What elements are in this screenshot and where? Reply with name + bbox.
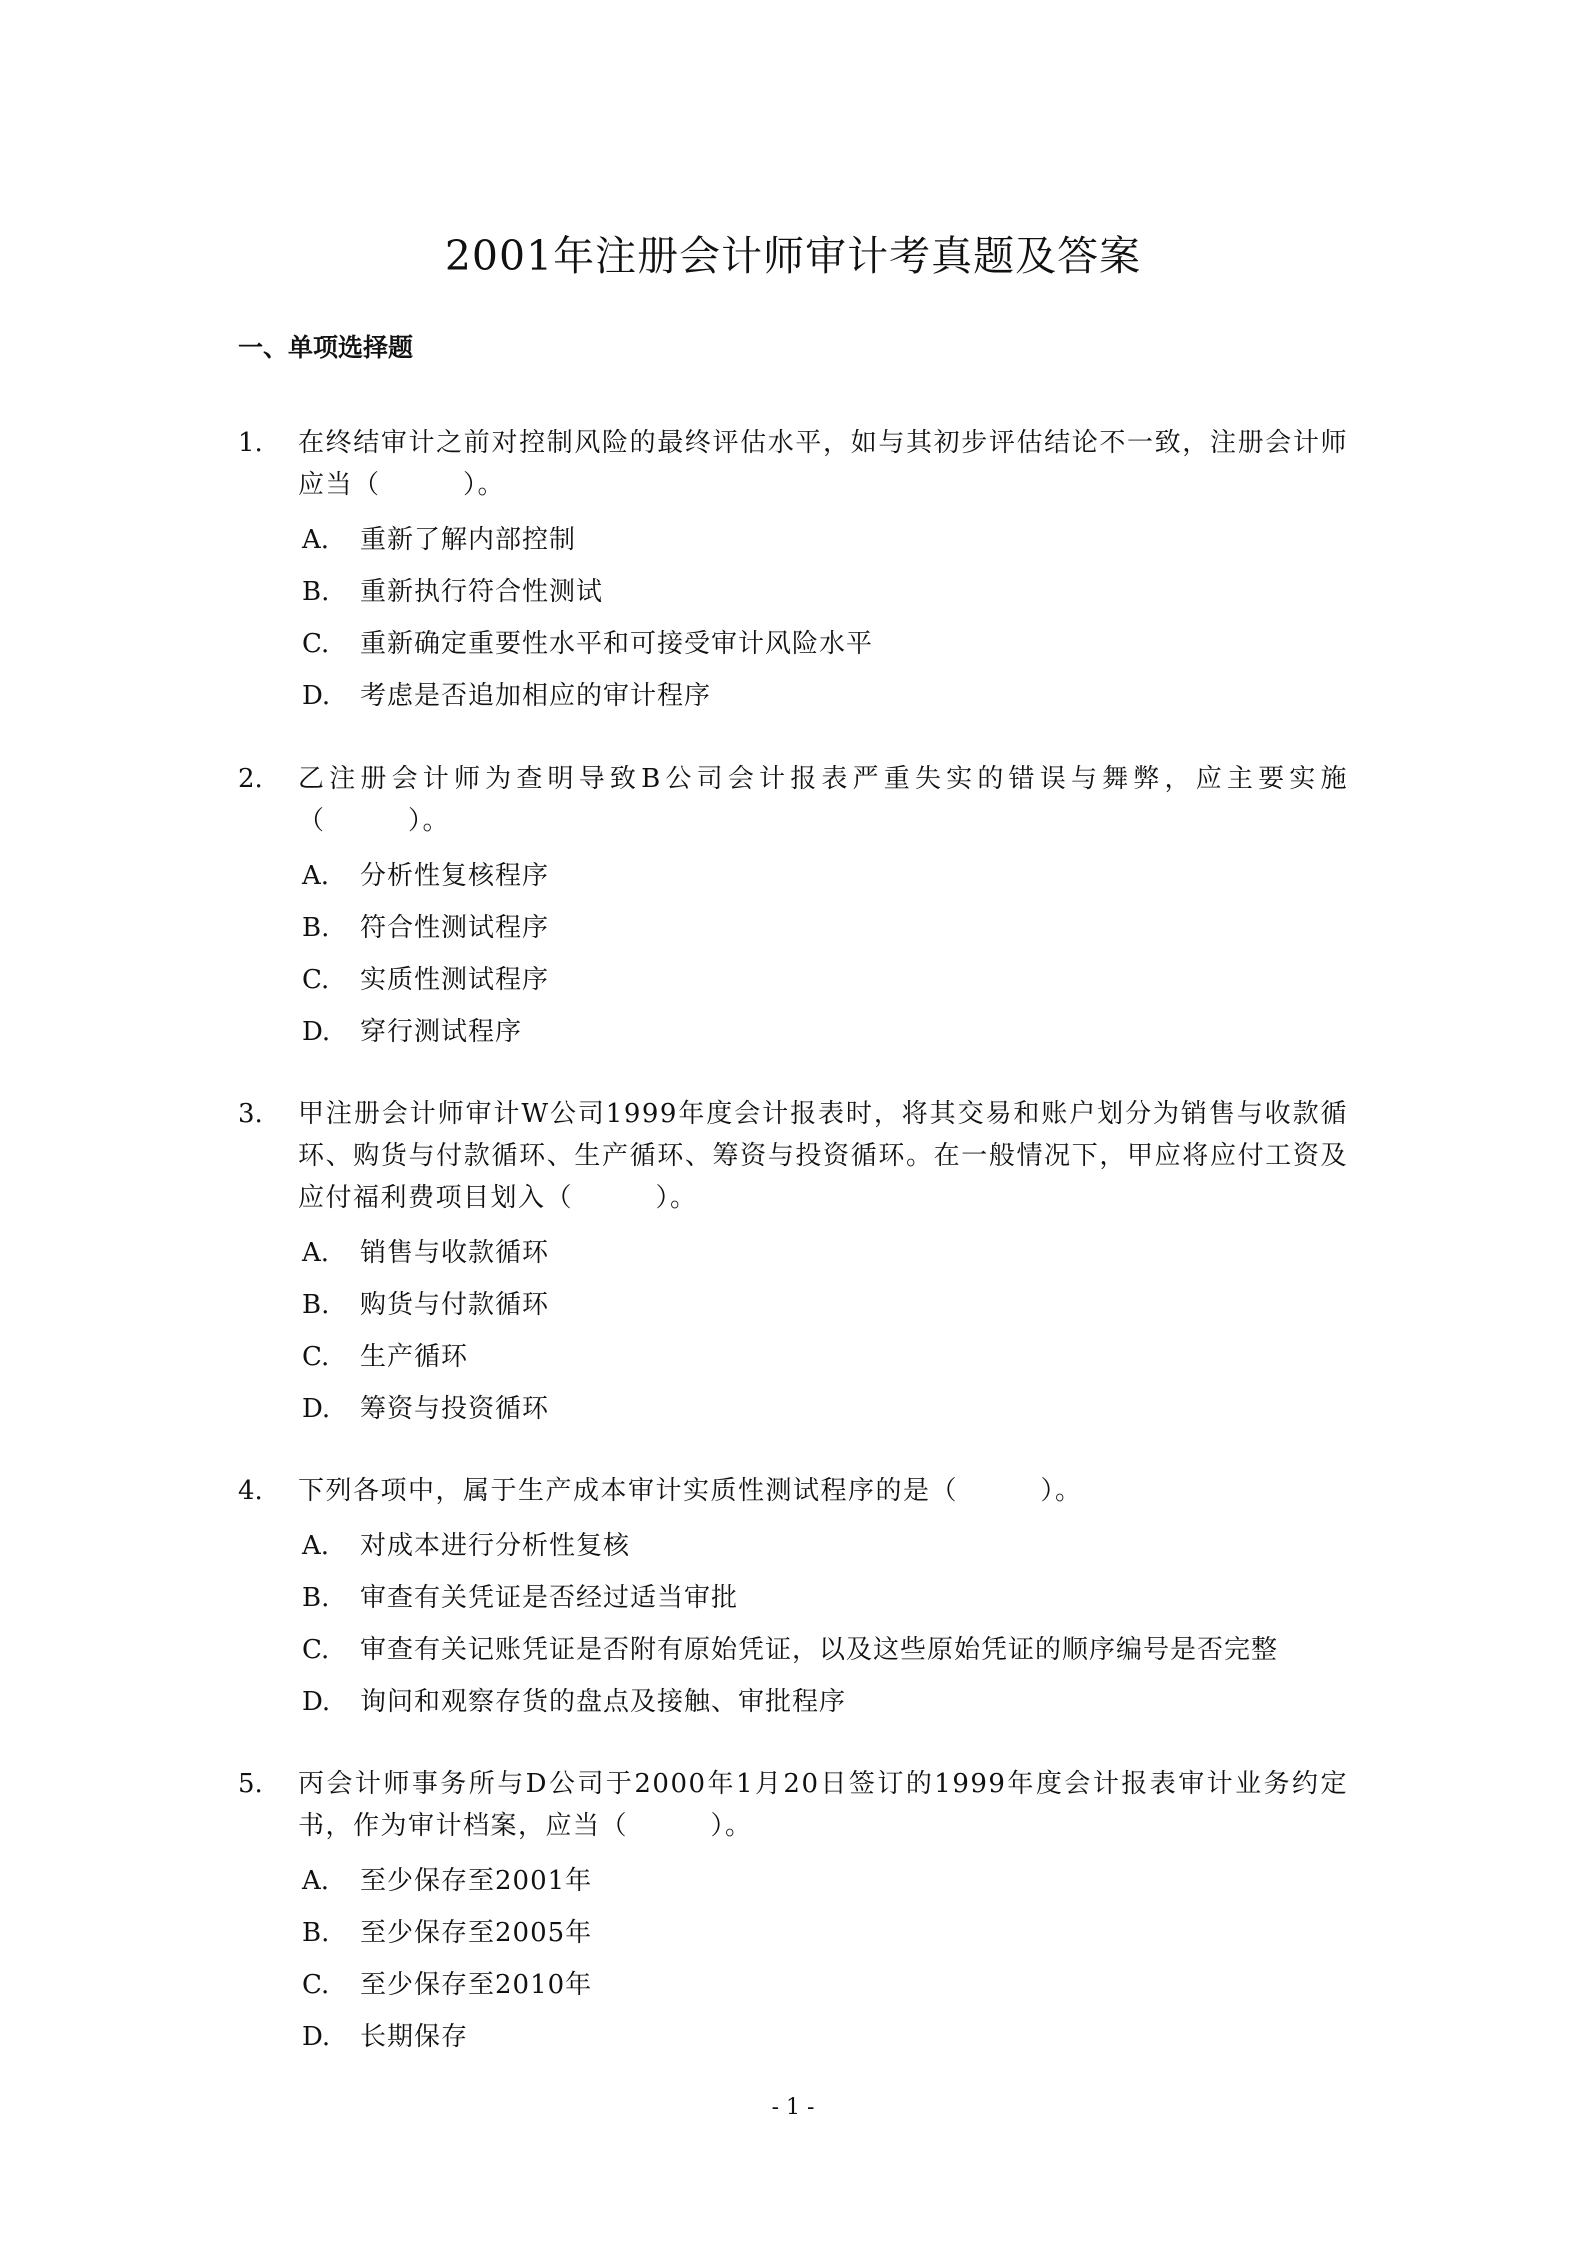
question-text: 丙会计师事务所与D公司于2000年1月20日签订的1999年度会计报表审计业务约定书，作为审计档案，应当（ ）。	[298, 1769, 1348, 1841]
option-a	[238, 1855, 1348, 1907]
option-letter: B.	[302, 1918, 330, 1948]
document-title: 2001年注册会计师审计考真题及答案	[444, 232, 1142, 280]
question-5	[238, 1763, 1348, 2063]
option-a	[238, 850, 1348, 902]
question-number: 3.	[238, 1099, 263, 1129]
option-letter: A.	[302, 1531, 330, 1561]
option-letter: B.	[302, 1583, 330, 1613]
question-number: 4.	[238, 1476, 263, 1506]
option-list	[238, 1520, 1348, 1728]
question-number: 2.	[238, 764, 263, 794]
option-b	[238, 902, 1348, 954]
option-text: 购货与付款循环	[360, 1290, 550, 1320]
question-text: 甲注册会计师审计W公司1999年度会计报表时，将其交易和账户划分为销售与收款循环、购货与付款循环、生产循环、筹资与投资循环。在一般情况下，甲应将应付工资及应付福利费项目划入（ ）。	[298, 1099, 1348, 1213]
option-text: 实质性测试程序	[360, 965, 550, 995]
option-letter: A.	[302, 861, 330, 891]
option-list	[238, 1855, 1348, 2063]
option-d	[238, 1006, 1348, 1058]
option-list	[238, 850, 1348, 1058]
option-letter: D.	[302, 2022, 331, 2052]
option-d	[238, 1383, 1348, 1435]
option-list	[238, 514, 1348, 722]
option-b	[238, 1907, 1348, 1959]
option-d	[238, 2011, 1348, 2063]
option-text: 审查有关记账凭证是否附有原始凭证，以及这些原始凭证的顺序编号是否完整	[360, 1635, 1279, 1665]
option-text: 至少保存至2010年	[360, 1970, 593, 2000]
option-letter: B.	[302, 1290, 330, 1320]
option-text: 符合性测试程序	[360, 913, 550, 943]
option-text: 考虑是否追加相应的审计程序	[360, 681, 712, 711]
option-text: 至少保存至2005年	[360, 1918, 593, 1948]
option-text: 筹资与投资循环	[360, 1394, 550, 1424]
option-c	[238, 1331, 1348, 1383]
option-c	[238, 1624, 1348, 1676]
option-text: 重新确定重要性水平和可接受审计风险水平	[360, 629, 874, 659]
option-c	[238, 1959, 1348, 2011]
option-c	[238, 618, 1348, 670]
question-3	[238, 1093, 1348, 1435]
option-text: 询问和观察存货的盘点及接触、审批程序	[360, 1687, 847, 1717]
section-heading: 一、单项选择题	[238, 333, 414, 362]
option-letter: C.	[302, 1970, 330, 2000]
option-c	[238, 954, 1348, 1006]
option-a	[238, 514, 1348, 566]
question-1	[238, 422, 1348, 722]
question-4	[238, 1470, 1348, 1728]
option-letter: B.	[302, 577, 330, 607]
option-text: 对成本进行分析性复核	[360, 1531, 631, 1561]
page-number: - 1 -	[771, 2095, 815, 2120]
option-letter: C.	[302, 629, 330, 659]
option-text: 审查有关凭证是否经过适当审批	[360, 1583, 739, 1613]
option-d	[238, 1676, 1348, 1728]
question-text: 乙注册会计师为查明导致B公司会计报表严重失实的错误与舞弊，应主要实施（ ）。	[298, 764, 1348, 836]
option-text: 至少保存至2001年	[360, 1866, 593, 1896]
option-text: 重新了解内部控制	[360, 525, 577, 555]
option-text: 穿行测试程序	[360, 1017, 523, 1047]
option-text: 生产循环	[360, 1342, 469, 1372]
question-text: 下列各项中，属于生产成本审计实质性测试程序的是（ ）。	[298, 1476, 1083, 1506]
question-number: 5.	[238, 1769, 263, 1799]
option-letter: A.	[302, 1866, 330, 1896]
option-d	[238, 670, 1348, 722]
option-letter: A.	[302, 525, 330, 555]
option-letter: B.	[302, 913, 330, 943]
option-letter: D.	[302, 1017, 331, 1047]
option-text: 销售与收款循环	[360, 1238, 550, 1268]
option-letter: C.	[302, 965, 330, 995]
option-text: 重新执行符合性测试	[360, 577, 604, 607]
option-letter: C.	[302, 1635, 330, 1665]
option-list	[238, 1227, 1348, 1435]
option-letter: D.	[302, 1687, 331, 1717]
option-text: 分析性复核程序	[360, 861, 550, 891]
question-2	[238, 758, 1348, 1058]
option-text: 长期保存	[360, 2022, 469, 2052]
option-letter: A.	[302, 1238, 330, 1268]
option-letter: D.	[302, 1394, 331, 1424]
option-a	[238, 1227, 1348, 1279]
option-b	[238, 1572, 1348, 1624]
question-text: 在终结审计之前对控制风险的最终评估水平，如与其初步评估结论不一致，注册会计师应当（ ）。	[298, 428, 1348, 500]
option-a	[238, 1520, 1348, 1572]
option-letter: C.	[302, 1342, 330, 1372]
option-b	[238, 1279, 1348, 1331]
option-letter: D.	[302, 681, 331, 711]
option-b	[238, 566, 1348, 618]
question-number: 1.	[238, 428, 263, 458]
